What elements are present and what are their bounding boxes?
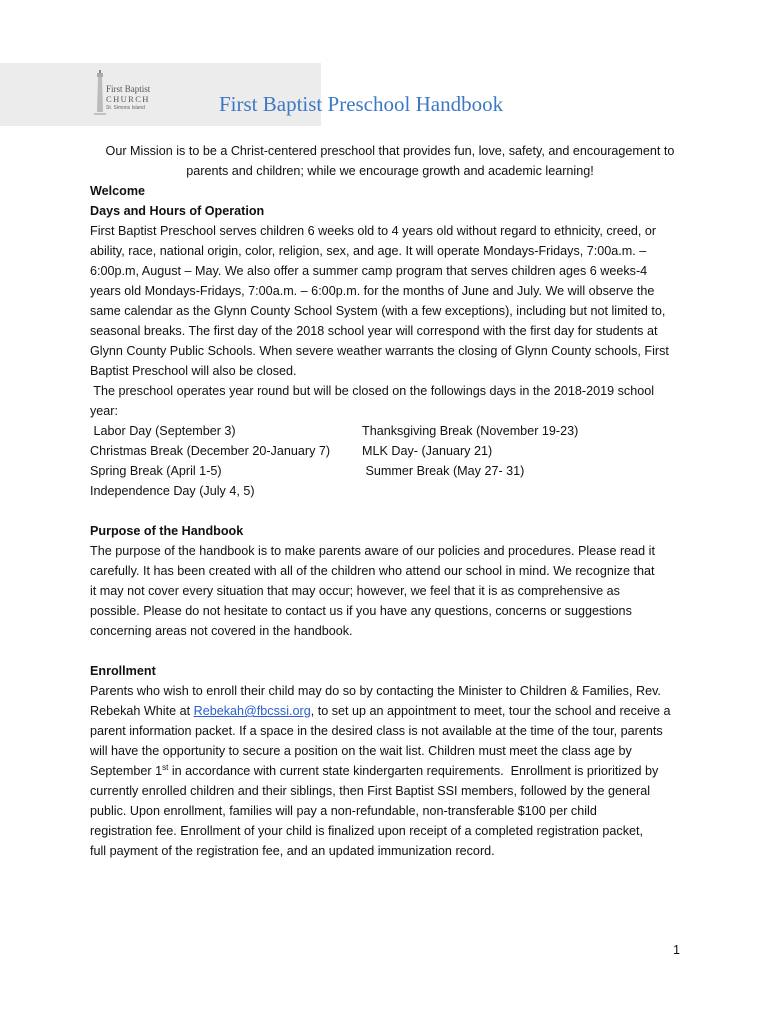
body-line: year: [90,404,118,418]
document-title: First Baptist Preschool Handbook [219,92,504,116]
body-line [90,761,690,781]
logo-line3: St. Simons Island [106,105,145,111]
text-fragment: , to set up an appointment to meet, tour the school and receive a [310,704,671,718]
text-fragment: in accordance with current state kindergarten requirements. Enrollment is prioritized by [168,764,659,778]
body-line: possible. Please do not hesitate to contact us if you have any questions, concerns or suggestions [90,604,632,618]
section-heading-days-hours: Days and Hours of Operation [90,204,265,218]
logo-line2: CHURCH [106,94,150,104]
page-number: 1 [672,943,680,957]
body-line: ability, race, national origin, color, religion, sex, and age. It will operate Mondays-Fridays, 7:00a.m. – [90,244,647,258]
holiday-left: Labor Day (September 3) [90,424,236,438]
section-heading-purpose: Purpose of the Handbook [90,524,244,538]
section-heading-welcome: Welcome [90,184,146,198]
holiday-left: Christmas Break (December 20-January 7) [90,444,331,458]
body-line: years old Mondays-Fridays, 7:00a.m. – 6:00p.m. for the months of June and July. We will observe the [90,284,655,298]
mission-line: parents and children; while we encourage growth and academic learning! [186,164,594,178]
holiday-row [90,441,690,461]
lighthouse-icon [94,68,106,118]
body-line: parent information packet. If a space in the desired class is not available at the time of the tour, parents [90,724,663,738]
body-line: Glynn County Public Schools. When severe weather warrants the closing of Glynn County schools, First [90,344,669,358]
text-fragment: September 1 [90,764,163,778]
body-line: full payment of the registration fee, and an updated immunization record. [90,844,495,858]
mission-line: Our Mission is to be a Christ-centered preschool that provides fun, love, safety, and encouragement to [105,144,675,158]
body-line: public. Upon enrollment, families will pay a non-refundable, non-transferable $100 per child [90,804,597,818]
holiday-right: MLK Day- (January 21) [362,444,493,458]
document-body [90,141,690,861]
text-fragment: Rebekah White at [90,704,194,718]
holiday-row [90,461,690,481]
section-heading-enrollment: Enrollment [90,664,156,678]
body-line: registration fee. Enrollment of your child is finalized upon receipt of a completed registration packet, [90,824,644,838]
holiday-row [90,481,690,501]
body-line: Parents who wish to enroll their child may do so by contacting the Minister to Children & Families, Rev. [90,684,661,698]
holiday-right: Thanksgiving Break (November 19-23) [362,424,579,438]
church-logo [92,66,168,122]
body-line: currently enrolled children and their siblings, then First Baptist SSI members, followed by the general [90,784,650,798]
holiday-left: Spring Break (April 1-5) [90,464,222,478]
body-line: carefully. It has been created with all of the children who attend our school in mind. We recognize that [90,564,655,578]
body-line: concerning areas not covered in the handbook. [90,624,353,638]
body-line [90,701,690,721]
holiday-right: Summer Break (May 27- 31) [362,464,525,478]
holiday-left: Independence Day (July 4, 5) [90,484,255,498]
holiday-row [90,421,690,441]
body-line: The purpose of the handbook is to make parents aware of our policies and procedures. Please read it [90,544,655,558]
body-line: Baptist Preschool will also be closed. [90,364,297,378]
body-line: same calendar as the Glynn County School System (with a few exceptions), including but not limited to, [90,304,666,318]
body-line: seasonal breaks. The first day of the 2018 school year will correspond with the first day for students at [90,324,658,338]
logo-line1: First Baptist [106,84,151,94]
body-line: The preschool operates year round but will be closed on the followings days in the 2018-2019 school [90,384,655,398]
email-link[interactable]: Rebekah@fbcssi.org [193,704,311,718]
body-line: 6:00p.m, August – May. We also offer a summer camp program that serves children ages 6 weeks-4 [90,264,648,278]
body-line: will have the opportunity to secure a position on the wait list. Children must meet the class age by [90,744,632,758]
body-line: First Baptist Preschool serves children 6 weeks old to 4 years old without regard to ethnicity, creed, or [90,224,657,238]
superscript: st [162,762,169,772]
body-line: it may not cover every situation that may occur; however, we feel that it is as comprehensive as [90,584,620,598]
